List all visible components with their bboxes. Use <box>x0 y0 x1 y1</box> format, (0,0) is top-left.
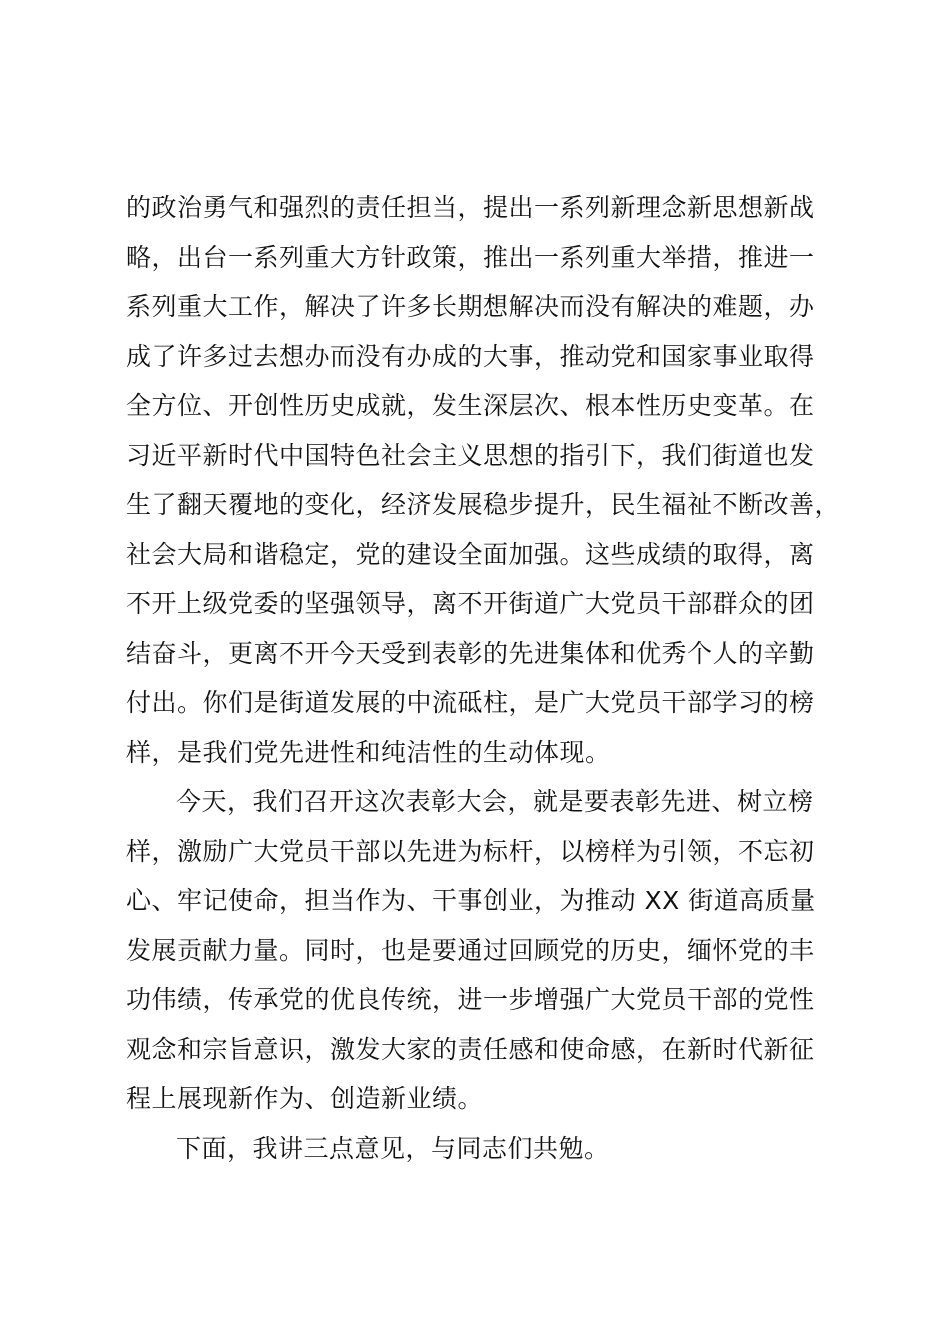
text-line: 下面，我讲三点意见，与同志们共勉。 <box>176 1133 610 1163</box>
text-line: 功伟绩，传承党的优良传统，进一步增强广大党员干部的党性 <box>126 985 815 1014</box>
text-line: 不开上级党委的坚强领导，离不开街道广大党员干部群众的团 <box>126 589 815 618</box>
text-line: 今天，我们召开这次表彰大会，就是要表彰先进、树立榜 <box>176 787 814 816</box>
text-line: 略，出台一系列重大方针政策，推出一系列重大举措，推进一 <box>126 242 815 272</box>
text-line: 结奋斗，更离不开今天受到表彰的先进集体和优秀个人的辛勤 <box>126 638 815 668</box>
text-line: 全方位、开创性历史成就，发生深层次、根本性历史变革。在 <box>126 391 815 420</box>
text-line: 社会大局和谐稳定，党的建设全面加强。这些成绩的取得，离 <box>126 539 815 569</box>
document-body <box>126 183 846 1173</box>
text-line: 习近平新时代中国特色社会主义思想的指引下，我们街道也发 <box>126 440 815 470</box>
text-line: 观念和宗旨意识，激发大家的责任感和使命感，在新时代新征 <box>126 1034 815 1064</box>
paragraph-2 <box>126 777 846 1124</box>
text-line: 生了翻天覆地的变化，经济发展稳步提升，民生福祉不断改善， <box>126 490 841 519</box>
text-line: 成了许多过去想办而没有办成的大事，推动党和国家事业取得 <box>126 341 815 371</box>
text-line: 样，是我们党先进性和纯洁性的生动体现。 <box>126 737 611 767</box>
paragraph-3 <box>126 1124 846 1174</box>
text-line: 发展贡献力量。同时，也是要通过回顾党的历史，缅怀党的丰 <box>126 935 815 965</box>
text-line: 样，激励广大党员干部以先进为标杆，以榜样为引领，不忘初 <box>126 836 815 866</box>
text-line: 付出。你们是街道发展的中流砥柱，是广大党员干部学习的榜 <box>126 688 815 717</box>
paragraph-1 <box>126 183 846 777</box>
text-line: 系列重大工作，解决了许多长期想解决而没有解决的难题，办 <box>126 292 815 321</box>
text-line: 程上展现新作为、创造新业绩。 <box>126 1084 484 1113</box>
text-line: 的政治勇气和强烈的责任担当，提出一系列新理念新思想新战 <box>126 193 815 222</box>
text-line: 心、牢记使命，担当作为、干事创业，为推动 XX 街道高质量 <box>126 886 816 915</box>
